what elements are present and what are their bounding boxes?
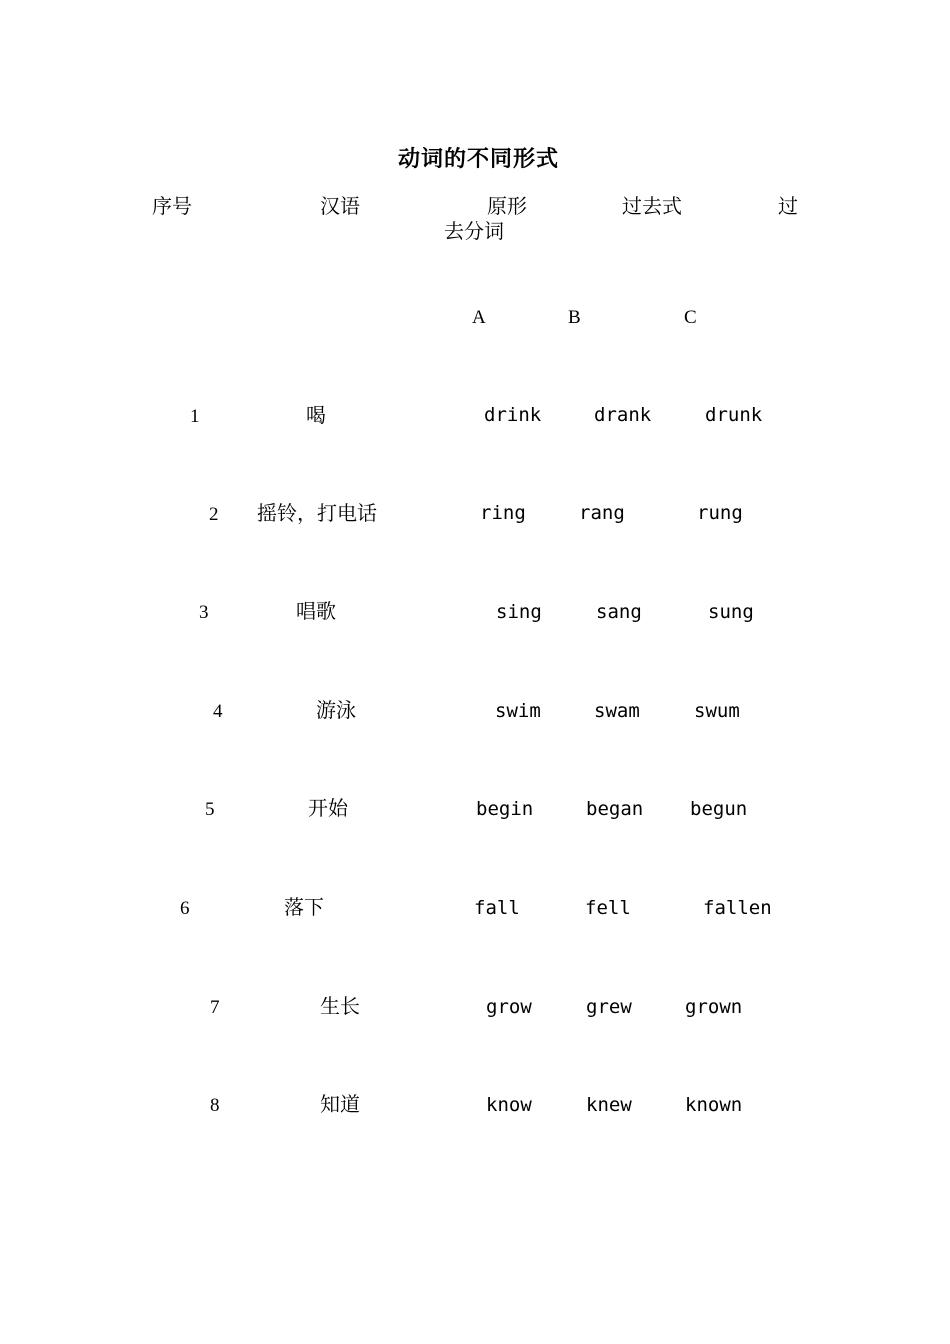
row-past-tense: knew [586,1094,632,1116]
row-past-participle: fallen [703,897,772,919]
row-index: 1 [190,406,200,427]
row-past-participle: sung [708,601,754,623]
row-past-participle: begun [690,798,748,820]
header-index: 序号 [152,194,192,218]
header-base-form: 原形 [487,194,527,218]
column-letter-c: C [684,307,697,328]
row-index: 8 [210,1095,220,1116]
row-index: 5 [205,799,215,820]
row-base-form: fall [474,897,520,919]
row-chinese: 摇铃，打电话 [257,501,377,525]
header-chinese: 汉语 [320,194,360,218]
row-index: 4 [213,701,223,722]
row-base-form: sing [496,601,542,623]
row-chinese: 知道 [320,1092,360,1116]
row-past-tense: sang [596,601,642,623]
row-index: 6 [180,898,190,919]
header-past-participle-part2: 去分词 [444,219,504,243]
row-chinese: 唱歌 [296,599,336,623]
row-chinese: 喝 [306,403,326,427]
row-past-tense: rang [579,502,625,524]
row-base-form: know [486,1094,532,1116]
row-chinese: 游泳 [316,698,356,722]
row-past-participle: rung [697,502,743,524]
page-title: 动词的不同形式 [398,146,560,172]
row-base-form: ring [480,502,526,524]
row-chinese: 生长 [320,994,360,1018]
row-past-participle: grown [685,996,743,1018]
row-index: 3 [199,602,209,623]
row-base-form: grow [486,996,532,1018]
row-past-tense: began [586,798,644,820]
row-past-tense: fell [585,897,631,919]
row-base-form: drink [484,404,542,426]
row-base-form: swim [495,700,541,722]
header-past-participle-part1: 过 [778,194,798,218]
column-letter-b: B [568,307,581,328]
row-chinese: 开始 [308,796,348,820]
row-past-participle: known [685,1094,743,1116]
row-base-form: begin [476,798,534,820]
row-past-participle: swum [694,700,740,722]
row-chinese: 落下 [284,895,324,919]
header-past-tense: 过去式 [622,194,682,218]
row-index: 7 [210,997,220,1018]
row-past-tense: drank [594,404,652,426]
row-past-participle: drunk [705,404,763,426]
column-letter-a: A [472,307,486,328]
row-past-tense: swam [594,700,640,722]
row-past-tense: grew [586,996,632,1018]
row-index: 2 [209,504,219,525]
